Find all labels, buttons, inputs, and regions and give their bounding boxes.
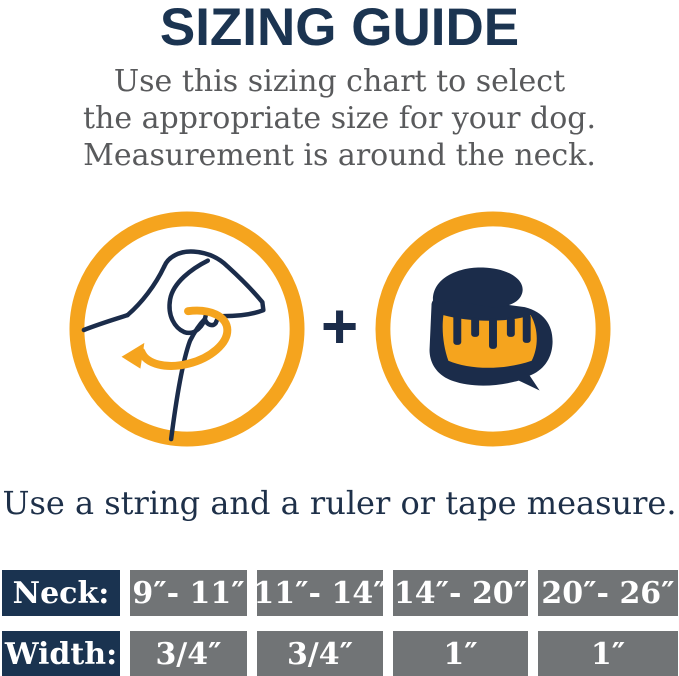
tick-long — [453, 314, 461, 345]
table-cell-width-4: 1″ — [538, 631, 678, 676]
size-table — [0, 570, 679, 676]
table-cell-neck-3: 14″- 20″ — [393, 570, 528, 616]
table-cell-neck-2: 11″- 14″ — [257, 570, 383, 616]
icons-row — [0, 210, 679, 448]
subtitle-line: Measurement is around the neck. — [83, 138, 596, 173]
table-cell-neck-4: 20″- 26″ — [538, 570, 678, 616]
subtitle-line: Use this sizing chart to select — [113, 64, 566, 99]
table-cell-neck-1: 9″- 11″ — [130, 570, 247, 616]
subtitle — [0, 63, 679, 174]
subtitle-line: the appropriate size for your dog. — [82, 101, 597, 136]
caption: Use a string and a ruler or tape measure. — [2, 484, 677, 522]
table-row-label-neck: Neck: — [2, 570, 120, 616]
page-title: SIZING GUIDE — [159, 0, 520, 57]
table-cell-width-3: 1″ — [393, 631, 528, 676]
plus-sign: + — [320, 290, 359, 362]
dog-icon-svg — [68, 210, 306, 448]
dog-neck-collar-measure-icon — [68, 210, 306, 448]
tape-icon-svg — [374, 210, 612, 448]
tape-measure-icon — [374, 210, 612, 448]
tick-short — [471, 317, 479, 337]
tick-long — [489, 318, 497, 349]
table-cell-width-2: 3/4″ — [257, 631, 383, 676]
table-cell-width-1: 3/4″ — [130, 631, 247, 676]
tick-long — [522, 314, 530, 343]
tick-short — [506, 317, 514, 337]
table-row-label-width: Width: — [2, 631, 120, 676]
